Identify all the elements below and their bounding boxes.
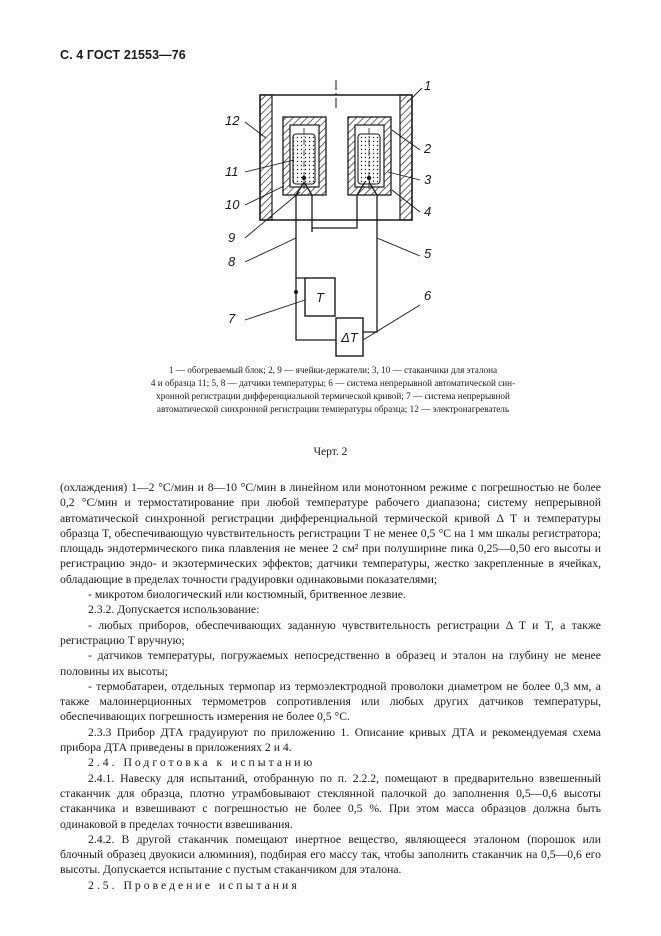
- body-text: [60, 480, 601, 893]
- label-4: 4: [424, 204, 432, 219]
- paragraph: (охлаждения) 1—2 °С/мин и 8—10 °С/мин в линейном или монотонном режиме с погрешностью не более 0,2 °С/мин и термостатирование при любой температуре рабочего диапазона; систему непрерывной автоматической синхронной регистрации дифференциальной термической кривой Δ T и температуры образца T, обеспечивающую чувствительность регистрации T не менее 0,5 °С на 1 мм шкалы регистратора; площадь эндотермического пика плавления не менее 2 см² при полуширине пика 0,25—0,50 его высоты и регистрацию эндо- и экзотермических эффектов; датчики температуры, жестко закрепленные в ячейках, обладающие в пределах точности градуировки одинаковыми показателями;: [60, 481, 601, 586]
- paragraph: - любых приборов, обеспечивающих заданную чувствительность регистрации Δ T и T, а также регистрацию T вручную;: [60, 618, 601, 647]
- page-header: С. 4 ГОСТ 21553—76: [60, 48, 186, 62]
- label-5: 5: [424, 246, 432, 261]
- paragraph: - термобатареи, отдельных термопар из термоэлектродной проволоки диаметром не более 0,3 мм, а также малоинерционных термометров сопротивления или любых других датчиков температуры, обеспечивающих погрешность измерения не более 0,5 °С.: [60, 679, 601, 724]
- heater-left: [260, 95, 272, 220]
- paragraph: 2.3.3 Прибор ДТА градуируют по приложению 1. Описание кривых ДТА и рекомендуемая схема прибора ДТА приведены в приложениях 2 и 4.: [60, 725, 601, 755]
- label-10: 10: [225, 197, 240, 212]
- legend-line: автоматической синхронной регистрации температуры образца; 12 — электронагреватель: [156, 404, 510, 414]
- paragraph: 2.4.2. В другой стаканчик помещают инертное вещество, являющееся эталоном (порошок или блочный образец двуокиси алюминия), подбирая его массу так, чтобы заполнить стаканчик на 0,5—0,6 его высоты. Допускается испытание с пустым стаканчиком для эталона.: [60, 832, 601, 877]
- paragraph: 2.4.1. Навеску для испытаний, отобранную по п. 2.2.2, помещают в предварительно взвешенный стаканчик для образца, плотно утрамбовывают стеклянной палочкой до заполнения 0,5—0,6 высоты стаканчика и взвешивают с погрешностью не более 0,5 %. При этом масса образцов должна быть одинаковой в пределах точности взвешивания.: [60, 771, 601, 831]
- label-12: 12: [225, 113, 240, 128]
- label-3: 3: [424, 172, 432, 187]
- label-9: 9: [228, 230, 236, 245]
- label-7: 7: [228, 311, 236, 326]
- paragraph: - датчиков температуры, погружаемых непосредственно в образец и эталон на глубину не менее половины их высоты;: [60, 649, 601, 678]
- figure-legend: [126, 364, 540, 416]
- section-heading: 2.4. Подготовка к испытанию: [88, 756, 316, 770]
- legend-line: 4 и образца 11; 5, 8 — датчики температуры; 6 — система непрерывной автоматической син-: [150, 378, 516, 388]
- figure-caption: Черт. 2: [313, 446, 348, 458]
- label-2: 2: [424, 141, 432, 156]
- paragraph: - микротом биологический или костюмный, бритвенное лезвие.: [88, 588, 406, 602]
- box-dt-label: ΔT: [341, 330, 358, 345]
- legend-line: 1 — обогреваемый блок; 2, 9 — ячейки-держатели; 3, 10 — стаканчики для эталона: [168, 365, 498, 375]
- label-6: 6: [424, 288, 432, 303]
- dta-apparatus-diagram: [0, 0, 661, 360]
- box-t-label: T: [316, 290, 324, 305]
- section-heading: 2.5. Проведение испытания: [88, 878, 300, 892]
- label-1: 1: [424, 78, 432, 93]
- paragraph: 2.3.2. Допускается использование:: [88, 603, 260, 617]
- legend-line: хронной регистрации дифференциальной термической кривой; 7 — система непрерывной: [156, 391, 510, 401]
- label-8: 8: [228, 254, 236, 269]
- label-11: 11: [225, 164, 239, 179]
